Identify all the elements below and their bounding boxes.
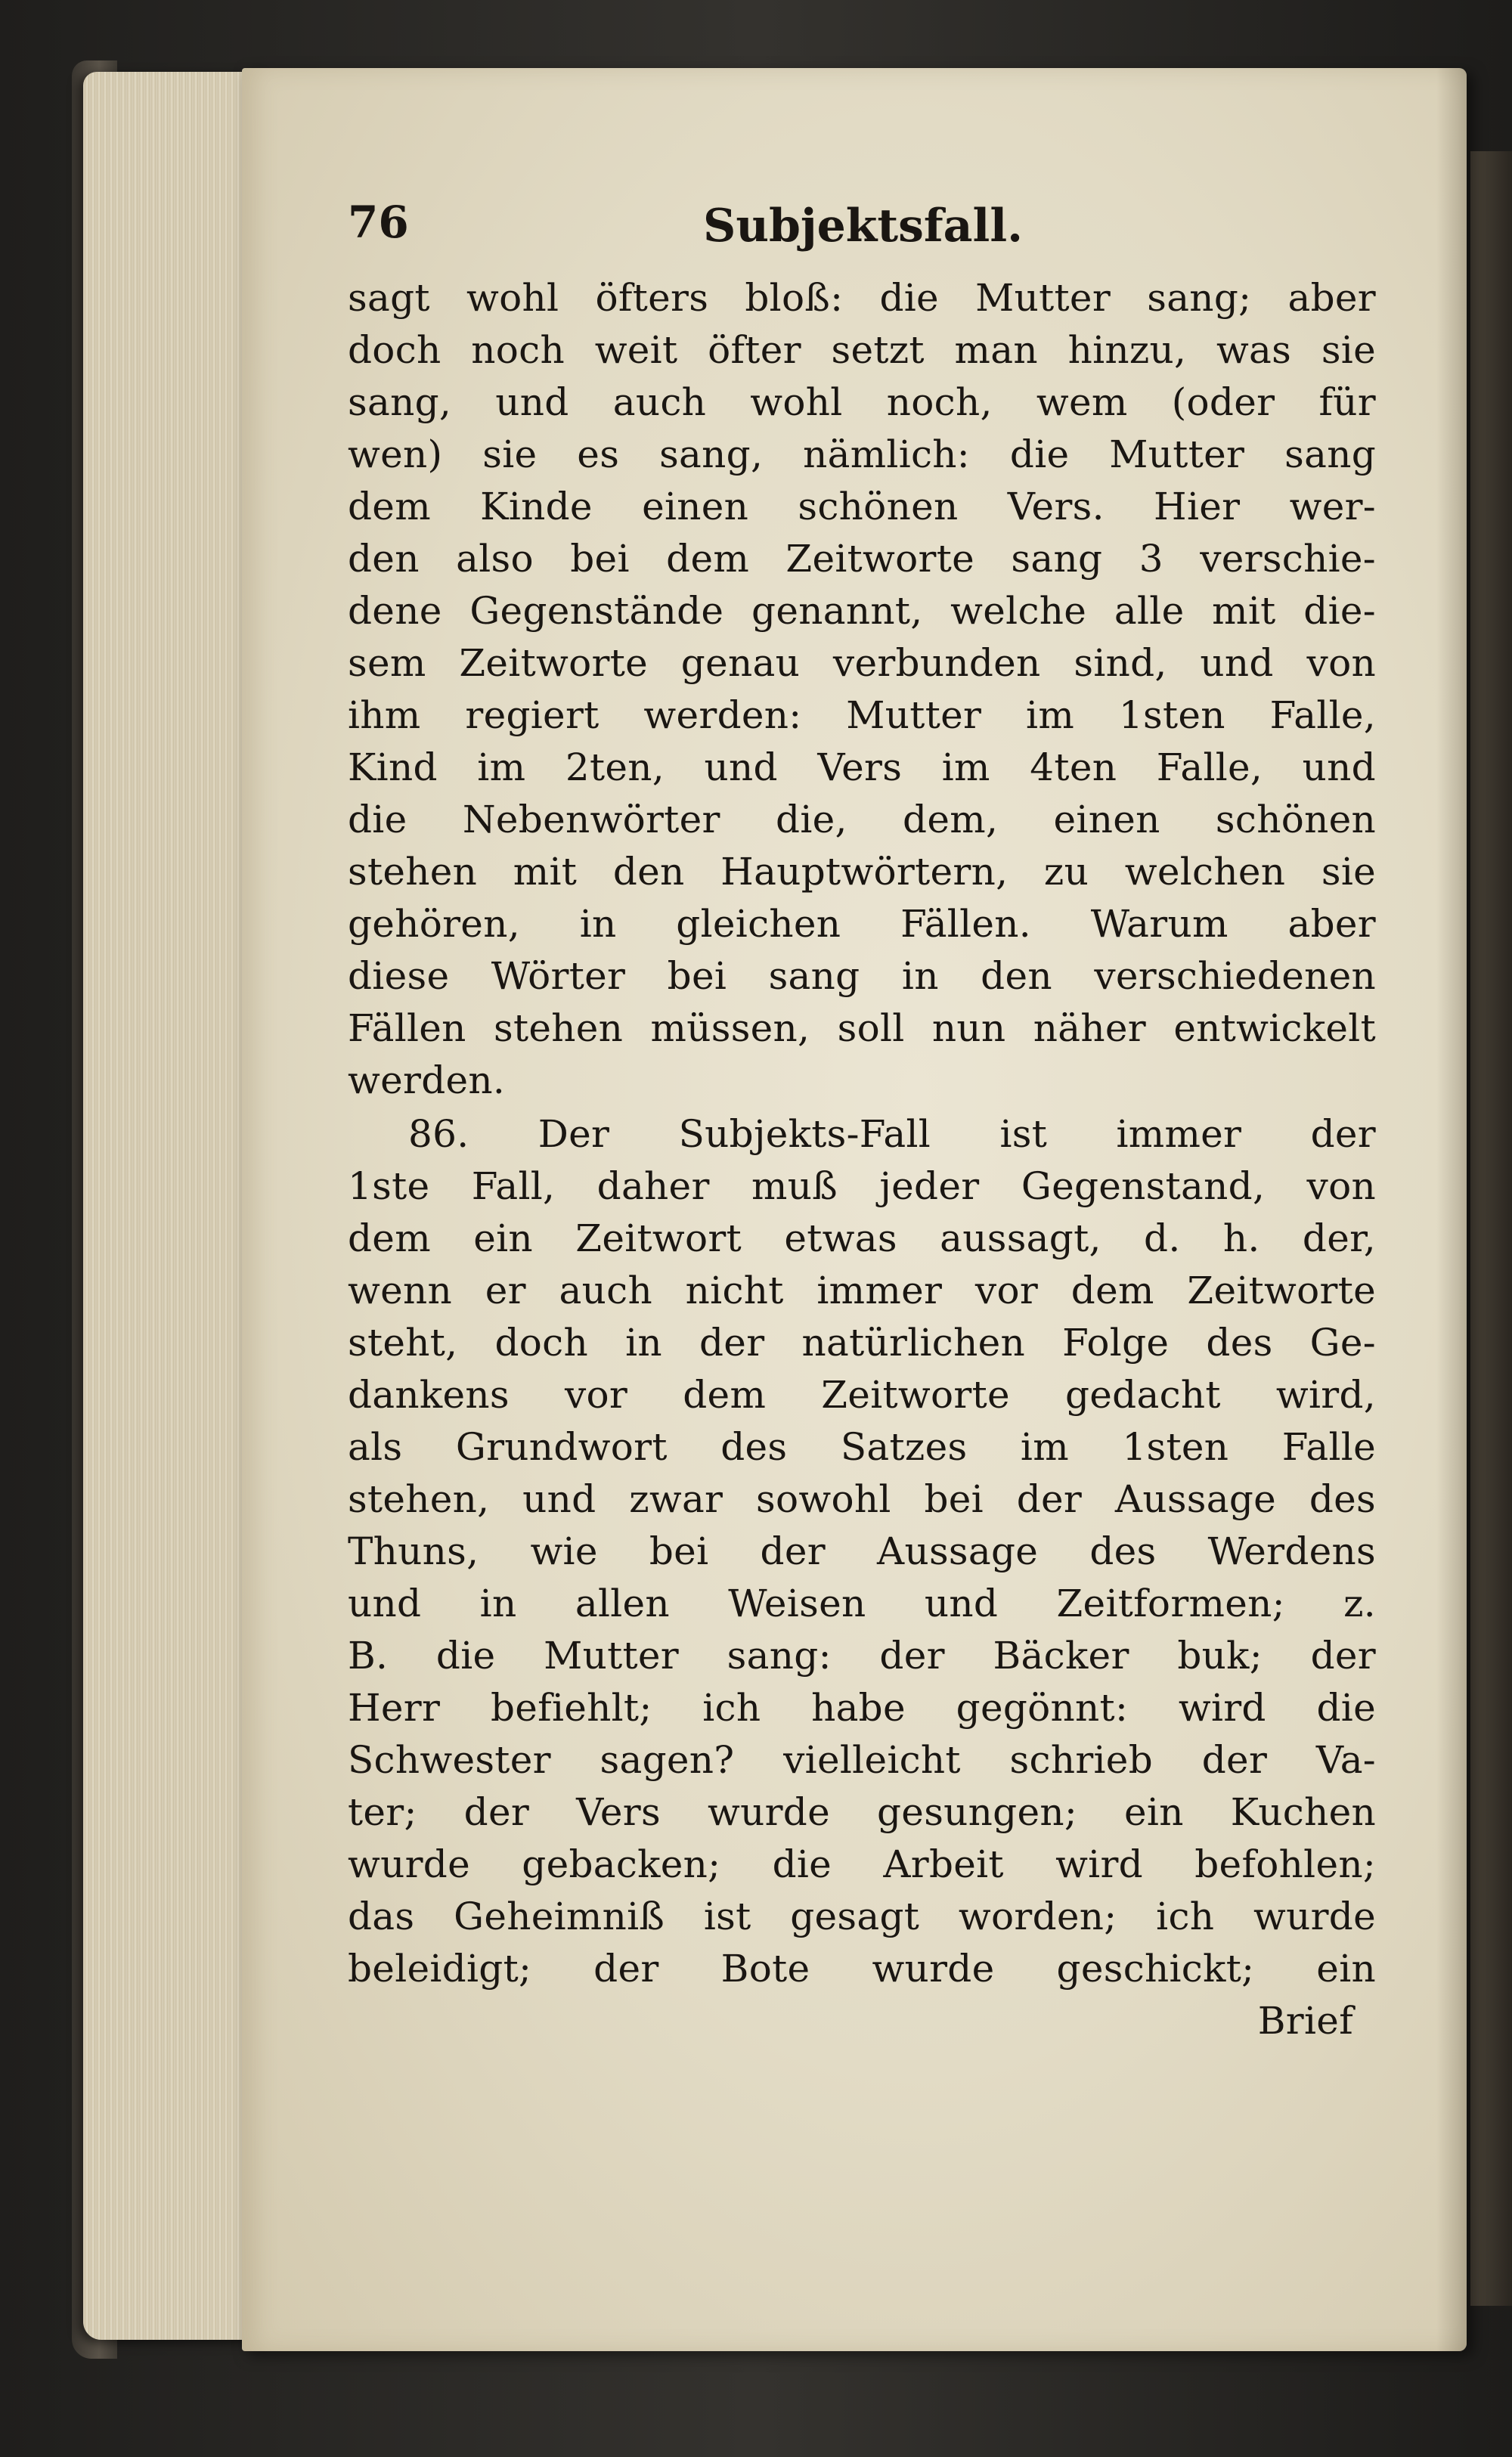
text-line: Kind im 2ten, und Vers im 4ten Falle, und xyxy=(348,745,1376,789)
text-line: ter; der Vers wurde gesungen; ein Kuchen xyxy=(348,1790,1376,1834)
text-line: Herr befiehlt; ich habe gegönnt: wird die xyxy=(348,1686,1376,1730)
paragraph-1 xyxy=(348,272,1376,1107)
text-line: Schwester sagen? vielleicht schrieb der Va- xyxy=(348,1738,1376,1782)
text-line: dem Kinde einen schönen Vers. Hier wer- xyxy=(348,485,1376,528)
text-line: dem ein Zeitwort etwas aussagt, d. h. der, xyxy=(348,1216,1376,1260)
text-line: 1ste Fall, daher muß jeder Gegenstand, von xyxy=(348,1164,1376,1208)
text-line: Thuns, wie bei der Aussage des Werdens xyxy=(348,1529,1376,1573)
text-line: den also bei dem Zeitworte sang 3 verschie- xyxy=(348,537,1376,581)
text-line: ihm regiert werden: Mutter im 1sten Falle, xyxy=(348,693,1376,737)
text-line: diese Wörter bei sang in den verschiedenen xyxy=(348,954,1376,998)
text-block xyxy=(348,181,1376,2047)
text-line: doch noch weit öfter setzt man hinzu, was sie xyxy=(348,328,1376,372)
text-line: wenn er auch nicht immer vor dem Zeitworte xyxy=(348,1269,1376,1312)
text-line: als Grundwort des Satzes im 1sten Falle xyxy=(348,1425,1376,1469)
text-line: dene Gegenstände genannt, welche alle mit die- xyxy=(348,589,1376,633)
text-line: 86. Der Subjekts-Fall ist immer der xyxy=(408,1112,1376,1156)
catchword: Brief xyxy=(1257,1999,1353,2043)
running-head: Subjektsfall. xyxy=(703,200,1024,253)
book-page xyxy=(242,68,1467,2351)
text-line: wen) sie es sang, nämlich: die Mutter sang xyxy=(348,432,1376,476)
text-line: beleidigt; der Bote wurde geschickt; ein xyxy=(348,1947,1376,1991)
text-line: dankens vor dem Zeitworte gedacht wird, xyxy=(348,1373,1376,1417)
text-line: das Geheimniß ist gesagt worden; ich wurde xyxy=(348,1895,1376,1938)
text-line: stehen mit den Hauptwörtern, zu welchen sie xyxy=(348,850,1376,894)
text-line: sem Zeitworte genau verbunden sind, und von xyxy=(348,641,1376,685)
text-line: werden. xyxy=(348,1058,506,1102)
text-line: steht, doch in der natürlichen Folge des Ge- xyxy=(348,1321,1376,1365)
text-line: und in allen Weisen und Zeitformen; z. xyxy=(348,1582,1376,1625)
text-line: die Nebenwörter die, dem, einen schönen xyxy=(348,798,1376,841)
page-shadow xyxy=(1436,68,1467,2351)
text-line: B. die Mutter sang: der Bäcker buk; der xyxy=(348,1634,1376,1678)
text-line: wurde gebacken; die Arbeit wird befohlen; xyxy=(348,1842,1376,1886)
page-edges xyxy=(83,72,265,2340)
page-header xyxy=(348,181,1376,257)
text-line: stehen, und zwar sowohl bei der Aussage des xyxy=(348,1477,1376,1521)
text-line: sagt wohl öfters bloß: die Mutter sang; aber xyxy=(348,276,1376,320)
text-line: sang, und auch wohl noch, wem (oder für xyxy=(348,380,1376,424)
page-number: 76 xyxy=(348,197,409,248)
text-line: Fällen stehen müssen, soll nun näher entwickelt xyxy=(348,1006,1376,1050)
facing-page-edge xyxy=(1470,151,1512,2306)
text-line: gehören, in gleichen Fällen. Warum aber xyxy=(348,902,1376,946)
paragraph-2 xyxy=(348,1108,1376,1995)
